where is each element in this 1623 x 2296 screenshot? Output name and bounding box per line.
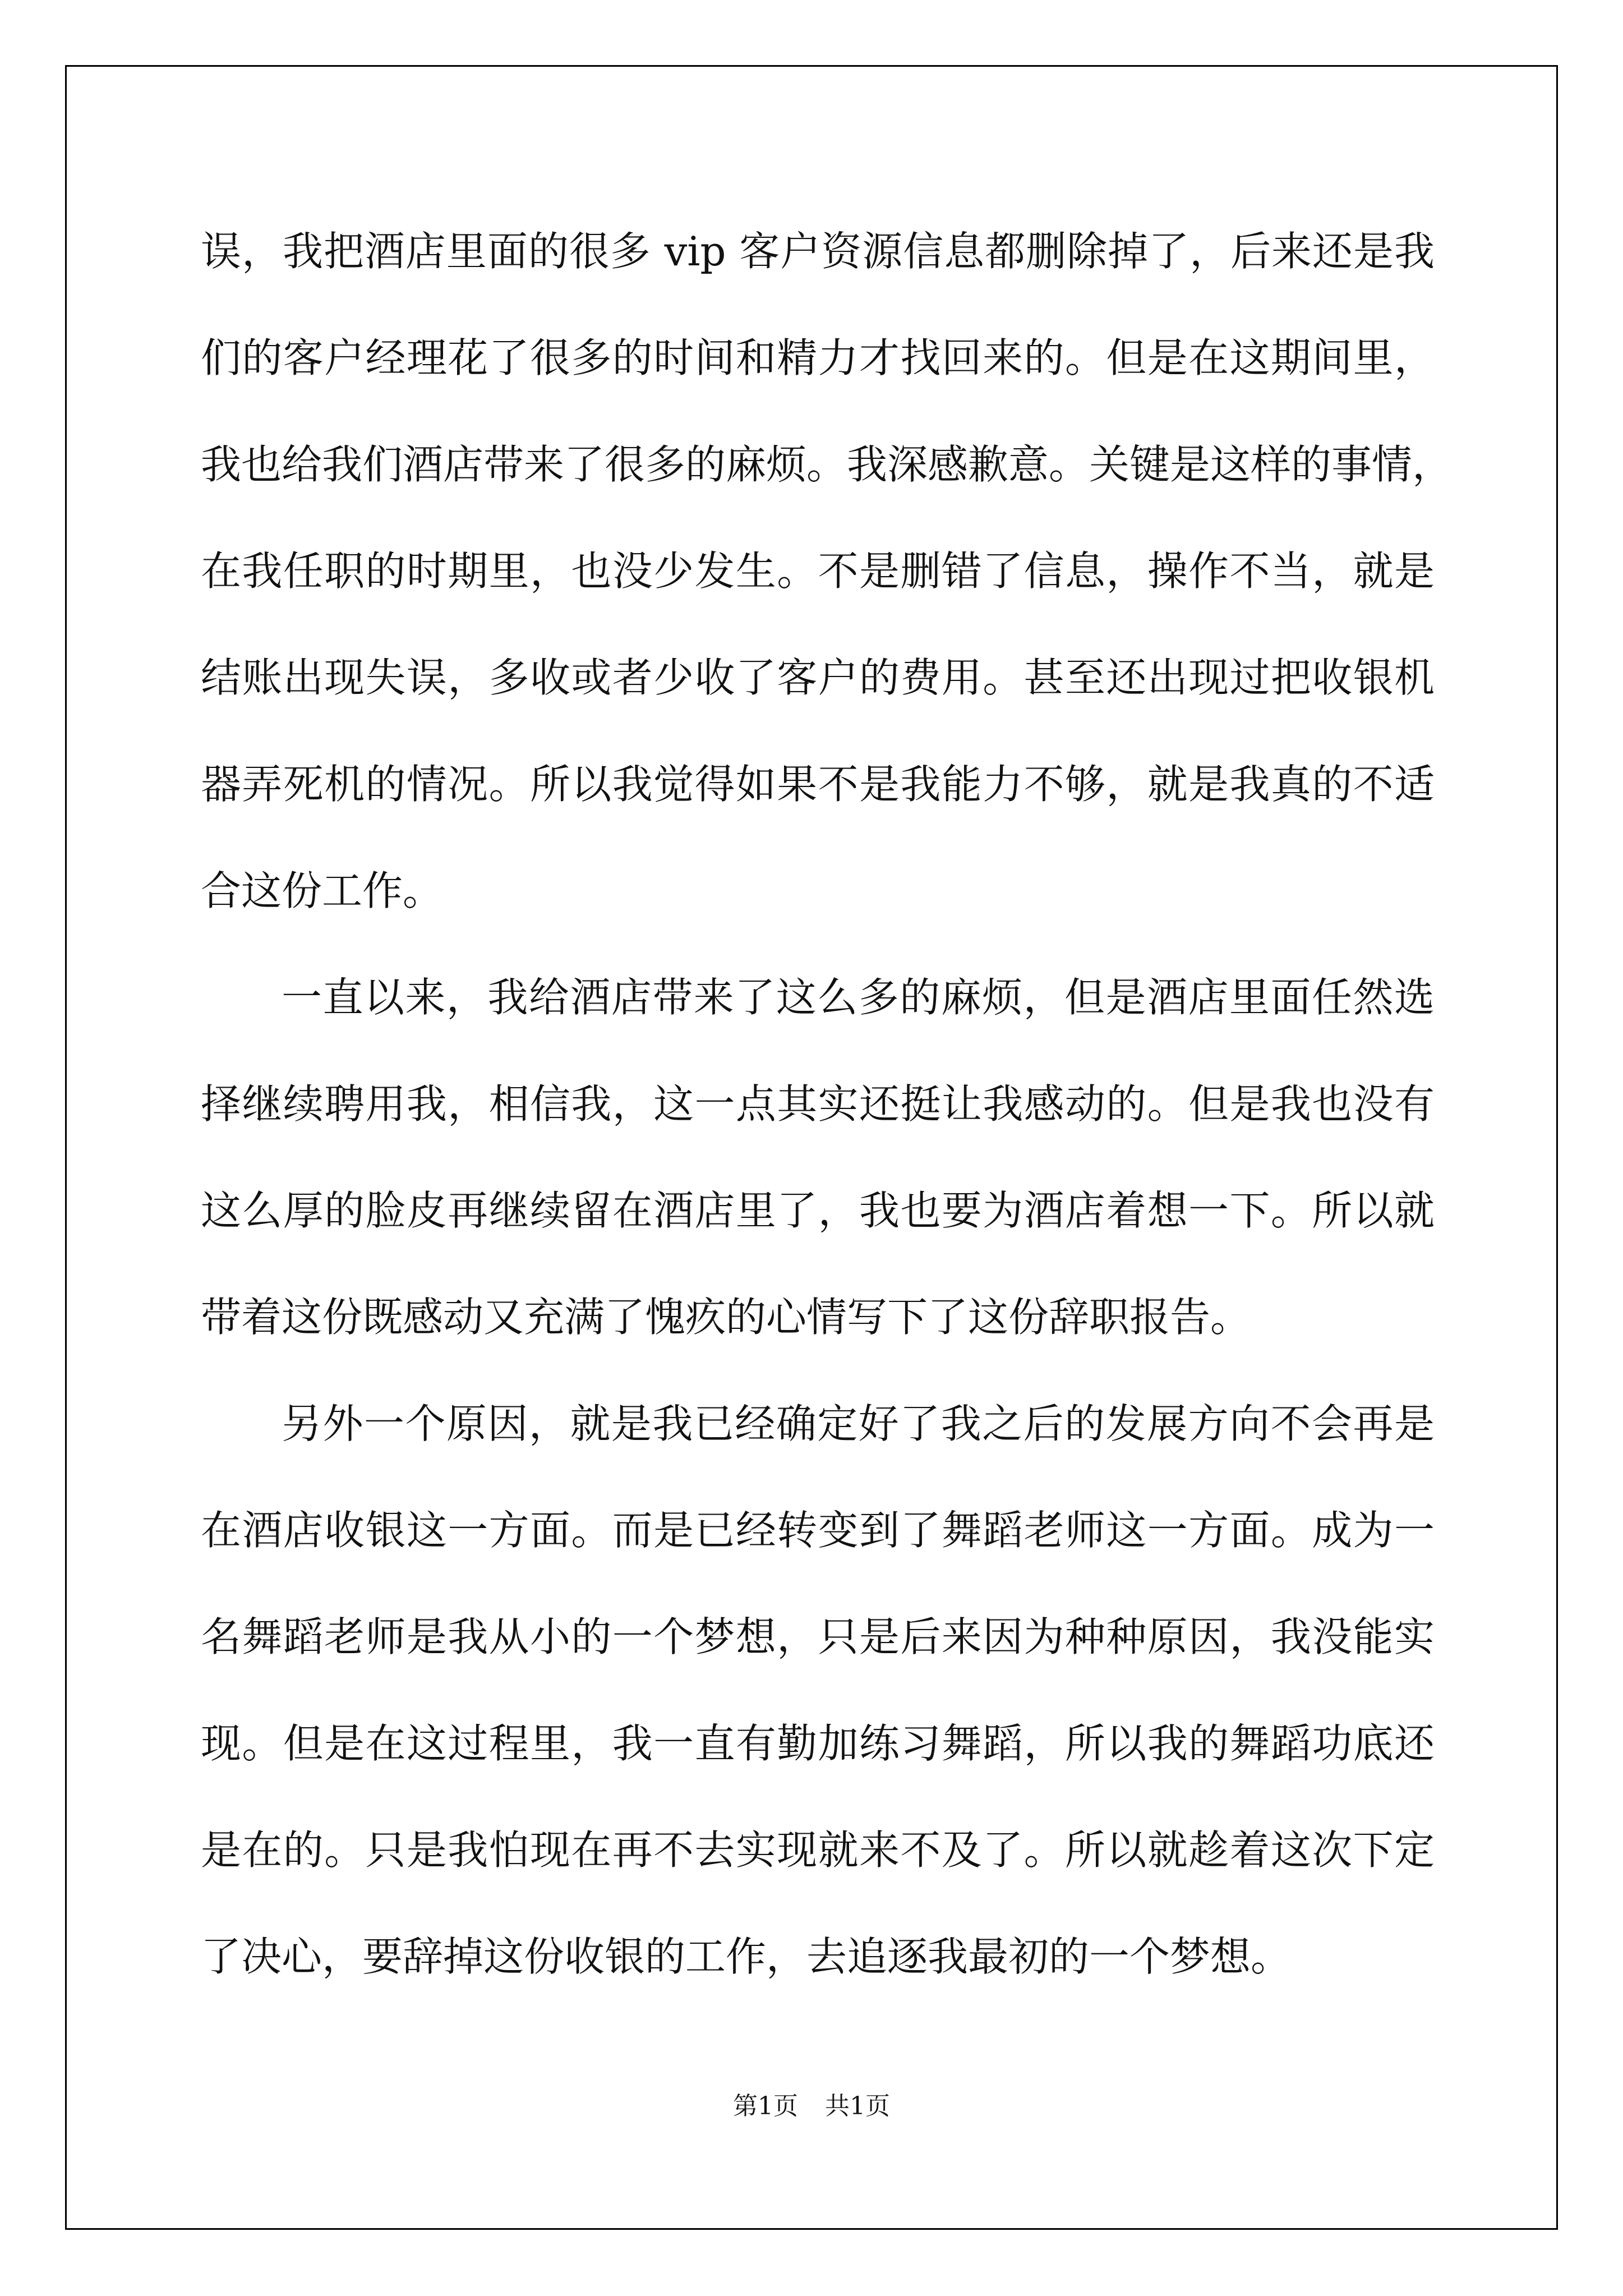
- text-line: 在酒店收银这一方面。而是已经转变到了舞蹈老师这一方面。成为一: [201, 1507, 1435, 1554]
- text-line: 器弄死机的情况。所以我觉得如果不是我能力不够，就是我真的不适: [201, 761, 1435, 808]
- text-line: 在我任职的时期里，也没少发生。不是删错了信息，操作不当，就是: [201, 547, 1435, 595]
- text-line: 结账出现失误，多收或者少收了客户的费用。甚至还出现过把收银机: [201, 654, 1435, 701]
- text-line: 我也给我们酒店带来了很多的麻烦。我深感歉意。关键是这样的事情，: [201, 441, 1453, 488]
- text-line: 们的客户经理花了很多的时间和精力才找回来的。但是在这期间里，: [201, 334, 1435, 381]
- text-line: 误，我把酒店里面的很多 vip 客户资源信息都删除掉了，后来还是我: [201, 228, 1435, 275]
- text-line: 了决心，要辞掉这份收银的工作，去追逐我最初的一个梦想。: [201, 1933, 1292, 1980]
- page-footer: [0, 2086, 1623, 2122]
- page-number-total: 共1页: [825, 2092, 890, 2120]
- text-line: 是在的。只是我怕现在再不去实现就来不及了。所以就趁着这次下定: [201, 1826, 1435, 1874]
- page-number-current: 第1页: [733, 2092, 798, 2120]
- text-line: 择继续聘用我，相信我，这一点其实还挺让我感动的。但是我也没有: [201, 1080, 1435, 1128]
- text-line: 带着这份既感动又充满了愧疚的心情写下了这份辞职报告。: [201, 1294, 1251, 1341]
- text-line: 这么厚的脸皮再继续留在酒店里了，我也要为酒店着想一下。所以就: [201, 1187, 1435, 1234]
- text-line: 名舞蹈老师是我从小的一个梦想，只是后来因为种种原因，我没能实: [201, 1613, 1435, 1660]
- text-line: 合这份工作。: [201, 867, 444, 914]
- text-line: 现。但是在这过程里，我一直有勤加练习舞蹈，所以我的舞蹈功底还: [201, 1720, 1435, 1767]
- document-body: [201, 218, 1453, 2030]
- text-line: 另外一个原因，就是我已经确定好了我之后的发展方向不会再是: [282, 1400, 1435, 1447]
- text-line: 一直以来，我给酒店带来了这么多的麻烦，但是酒店里面任然选: [282, 974, 1435, 1021]
